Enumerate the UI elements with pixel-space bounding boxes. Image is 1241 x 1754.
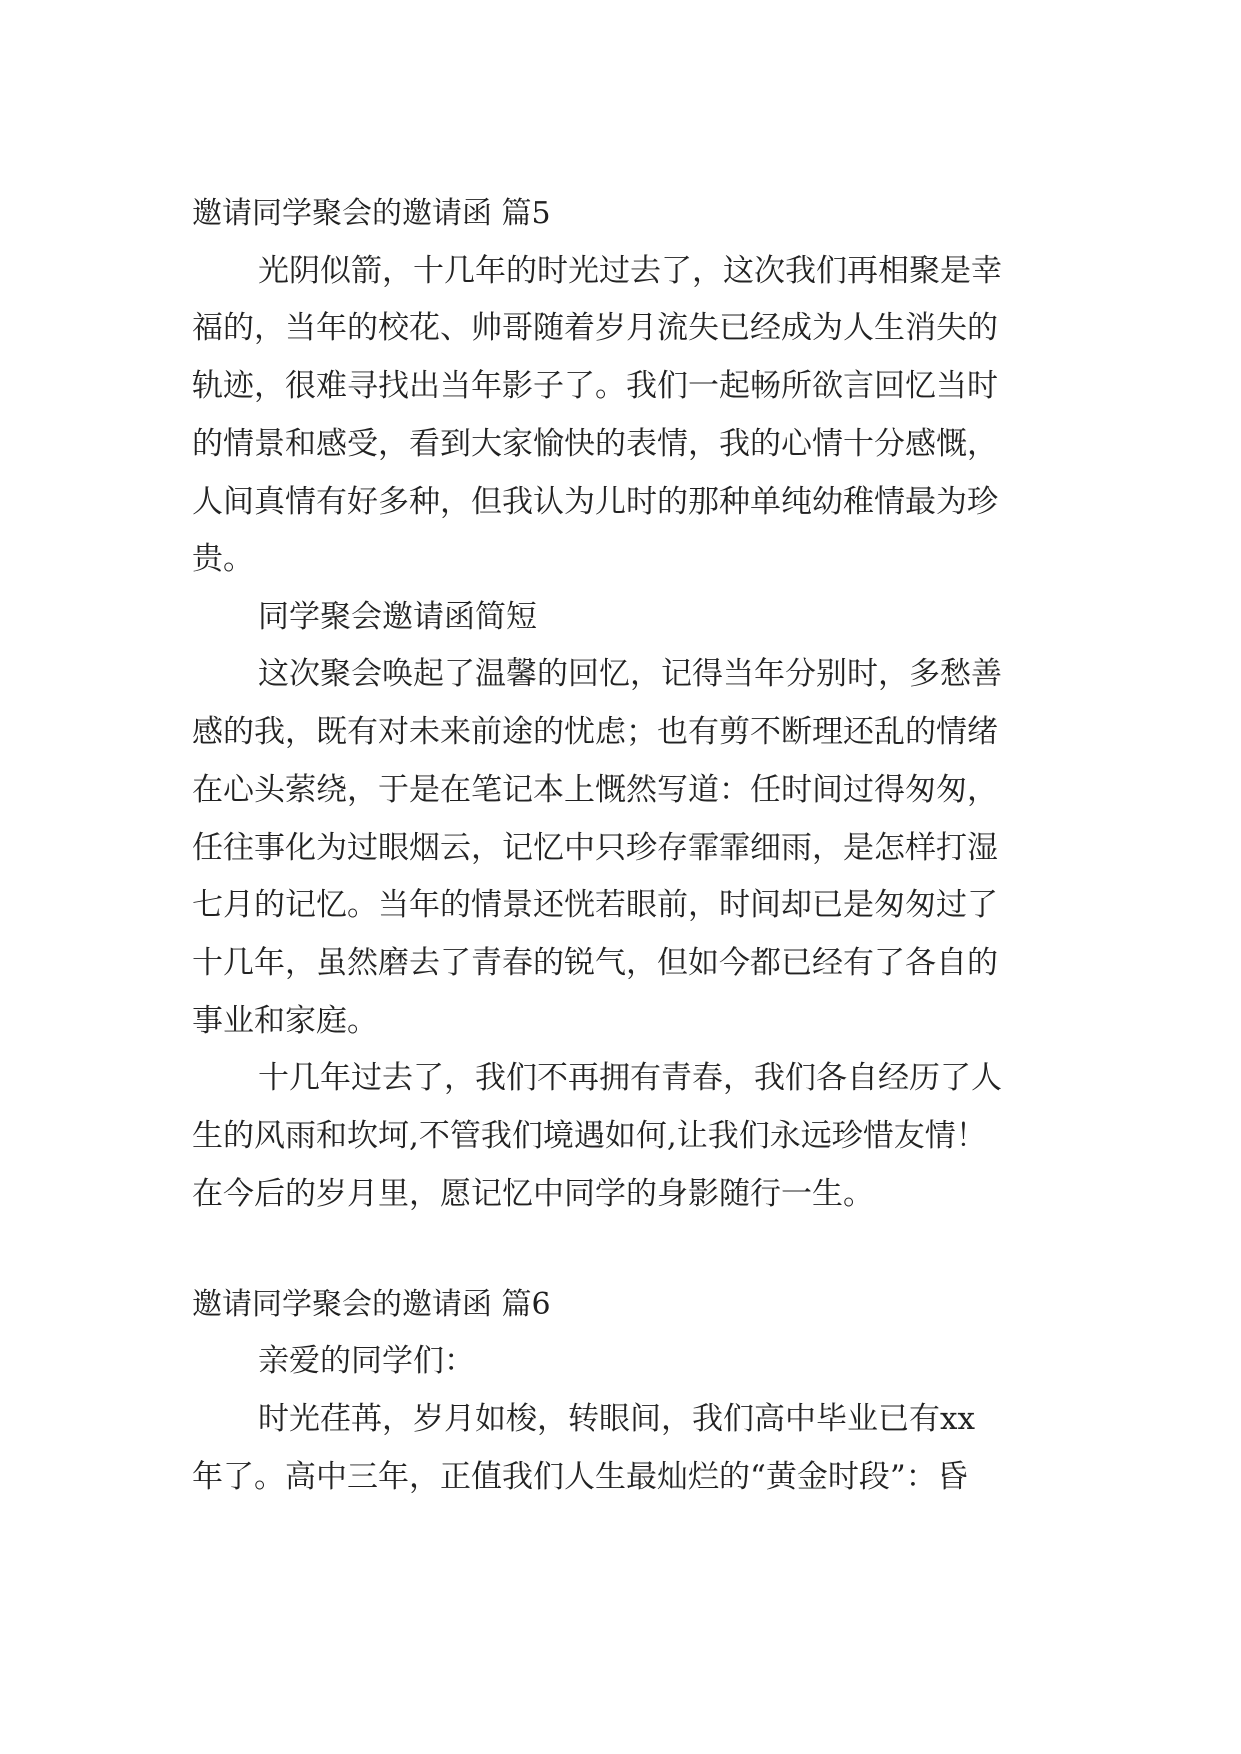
section-5-para-1-line-1: 光阴似箭，十几年的时光过去了，这次我们再相聚是幸 xyxy=(258,253,1002,289)
section-5-subtitle: 同学聚会邀请函简短 xyxy=(258,599,537,635)
section-5-para-2-line-4: 任往事化为过眼烟云，记忆中只珍存霏霏细雨，是怎样打湿 xyxy=(192,830,998,866)
section-5-para-1-line-4: 的情景和感受，看到大家愉快的表情，我的心情十分感慨， xyxy=(192,426,998,462)
section-5-para-3-line-1: 十几年过去了，我们不再拥有青春，我们各自经历了人 xyxy=(258,1060,1002,1096)
section-5-para-2-line-6: 十几年，虽然磨去了青春的锐气，但如今都已经有了各自的 xyxy=(192,945,998,981)
section-5-para-1-line-6: 贵。 xyxy=(192,541,254,577)
section-6-salutation: 亲爱的同学们： xyxy=(258,1343,475,1379)
section-5-para-2-line-3: 在心头萦绕，于是在笔记本上慨然写道：任时间过得匆匆， xyxy=(192,772,998,808)
section-6-para-1-line-1: 时光荏苒，岁月如梭，转眼间，我们高中毕业已有xx xyxy=(258,1401,975,1437)
section-5-para-1-line-5: 人间真情有好多种，但我认为儿时的那种单纯幼稚情最为珍 xyxy=(192,484,998,520)
section-6-heading: 邀请同学聚会的邀请函 篇6 xyxy=(192,1287,551,1322)
section-5-para-2-line-5: 七月的记忆。当年的情景还恍若眼前，时间却已是匆匆过了 xyxy=(192,887,998,923)
section-5-para-2-line-7: 事业和家庭。 xyxy=(192,1003,378,1039)
section-5-para-3-line-3: 在今后的岁月里，愿记忆中同学的身影随行一生。 xyxy=(192,1176,874,1212)
section-6-para-1-line-2: 年了。高中三年，正值我们人生最灿烂的“黄金时段”：昏 xyxy=(192,1459,968,1495)
section-5-para-2-line-1: 这次聚会唤起了温馨的回忆，记得当年分别时，多愁善 xyxy=(258,656,1002,692)
section-5-para-1-line-3: 轨迹，很难寻找出当年影子了。我们一起畅所欲言回忆当时 xyxy=(192,368,998,404)
section-5-heading: 邀请同学聚会的邀请函 篇5 xyxy=(192,196,551,231)
section-5-para-1-line-2: 福的，当年的校花、帅哥随着岁月流失已经成为人生消失的 xyxy=(192,310,998,346)
section-5-para-2-line-2: 感的我，既有对未来前途的忧虑；也有剪不断理还乱的情绪 xyxy=(192,714,998,750)
section-5-para-3-line-2: 生的风雨和坎坷,不管我们境遇如何,让我们永远珍惜友情！ xyxy=(192,1118,987,1154)
